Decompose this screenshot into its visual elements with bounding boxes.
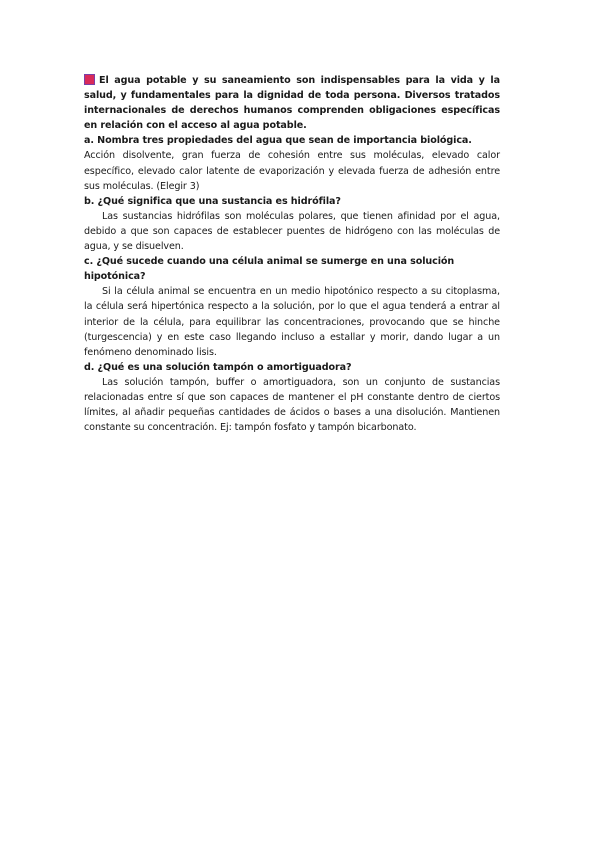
question-d: d. ¿Qué es una solución tampón o amortiguadora? bbox=[84, 361, 352, 373]
document-body bbox=[84, 73, 500, 435]
question-a: a. Nombra tres propiedades del agua que sean de importancia biológica. bbox=[84, 135, 472, 147]
answer-a: Acción disolvente, gran fuerza de cohesión entre sus moléculas, elevado calor específico, elevado calor latente de evaporización y elevada fuerza de adhesión entre sus moléculas. (Elegir 3) bbox=[84, 150, 500, 192]
answer-b: Las sustancias hidrófilas son moléculas polares, que tienen afinidad por el agua, debido a que son capaces de establecer puentes de hidrógeno con las moléculas de agua, y se disuelven. bbox=[84, 210, 500, 253]
question-b: b. ¿Qué significa que una sustancia es hidrófila? bbox=[84, 195, 341, 207]
highlight-marker bbox=[84, 74, 95, 85]
intro-text: El agua potable y su saneamiento son indispensables para la vida y la salud, y fundamentales para la dignidad de toda persona. Diversos tratados internacionales de derechos humanos comprenden obligaciones específicas en relación con el acceso al agua potable. bbox=[84, 75, 500, 132]
answer-d: Las solución tampón, buffer o amortiguadora, son un conjunto de sustancias relacionadas entre sí que son capaces de mantener el pH constante dentro de ciertos límites, al añadir pequeñas cantidades de ácidos o bases a una disolución. Mantienen constante su concentración. Ej: tampón fosfato y tampón bicarbonato. bbox=[84, 376, 500, 434]
question-c: c. ¿Qué sucede cuando una célula animal se sumerge en una solución hipotónica? bbox=[84, 256, 455, 283]
intro-paragraph bbox=[84, 73, 500, 133]
answer-c: Si la célula animal se encuentra en un medio hipotónico respecto a su citoplasma, la célula será hipertónica respecto a la solución, por lo que el agua tenderá a entrar al interior de la célula, para equilibrar las concentraciones, provocando que se hinche (turgescencia) y en este caso llegando incluso a estallar y morir, dando lugar a un fenómeno denominado lisis. bbox=[84, 286, 500, 358]
